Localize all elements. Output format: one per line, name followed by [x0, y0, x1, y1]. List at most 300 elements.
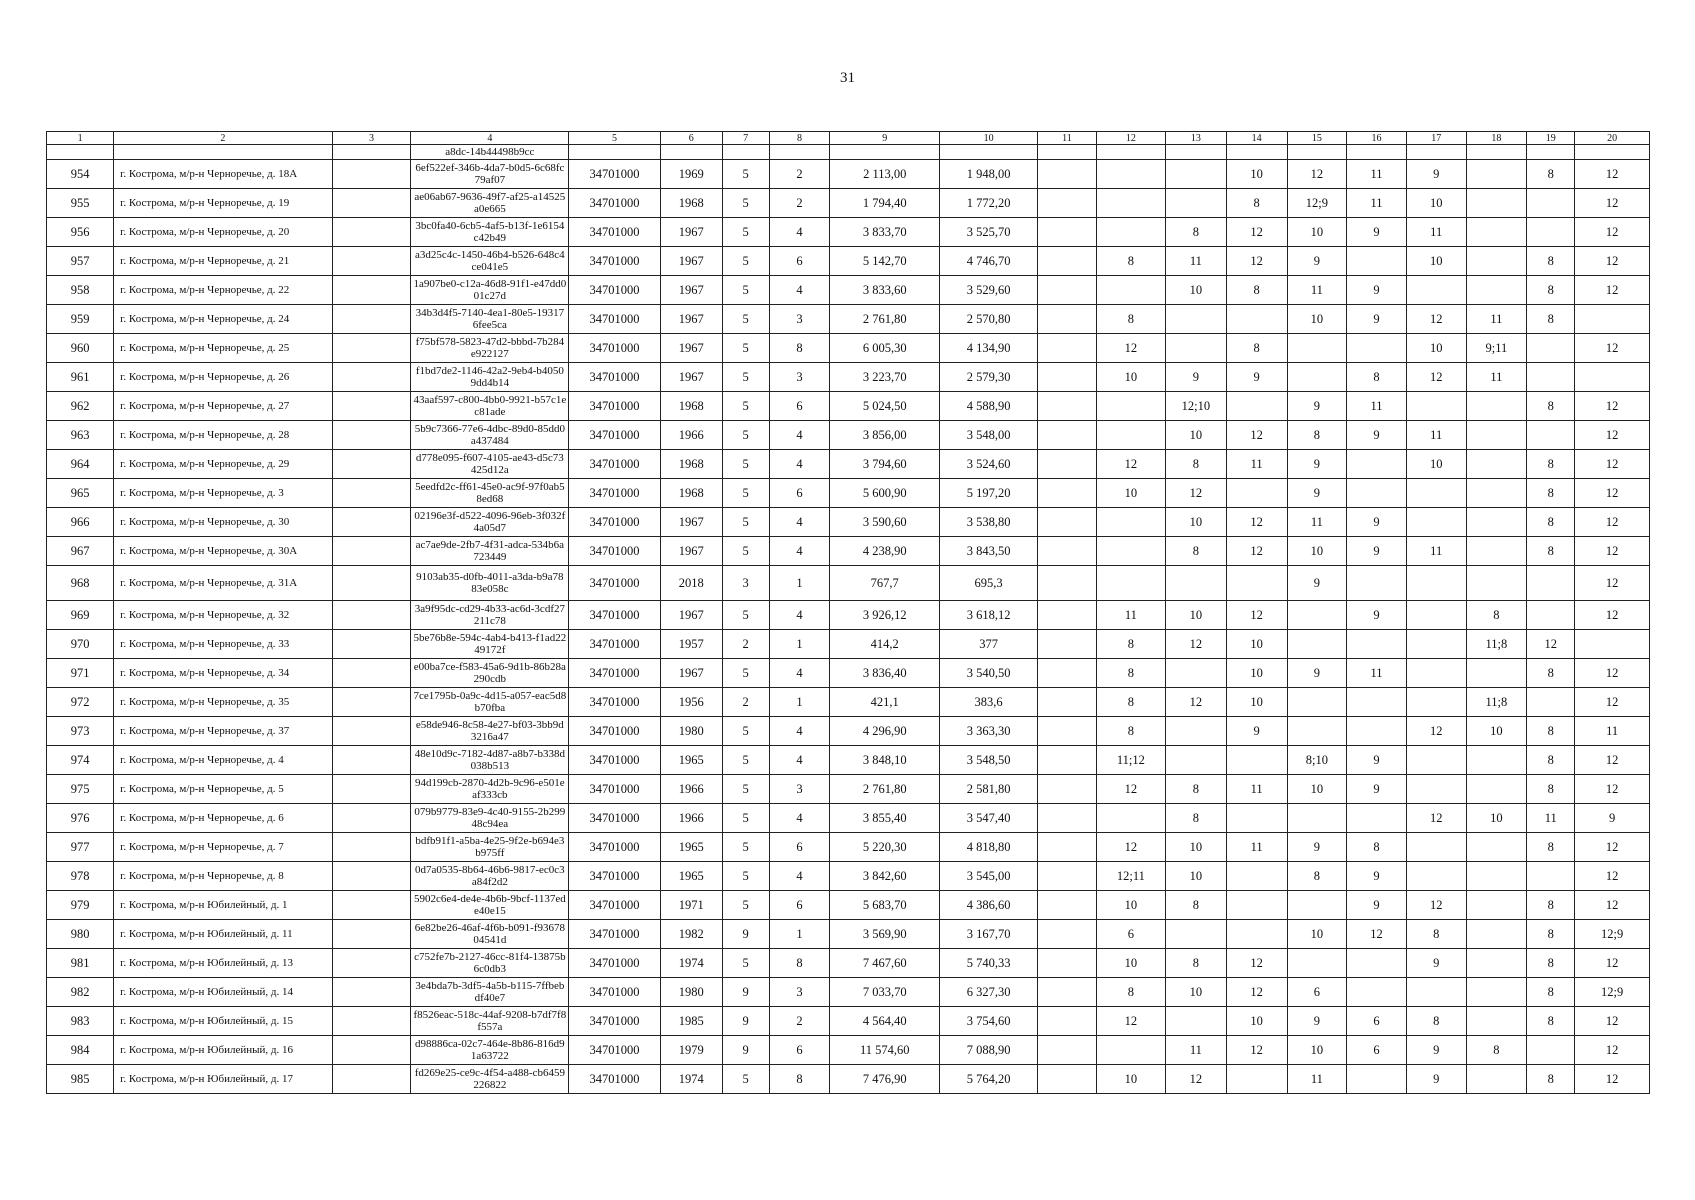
col-15-cell [1287, 688, 1347, 717]
total-area-cell: 7 467,60 [830, 949, 940, 978]
entrances-cell: 2 [769, 160, 830, 189]
address-cell: г. Кострома, м/р-н Черноречье, д. 20 [114, 218, 332, 247]
col-11-cell [1038, 1036, 1097, 1065]
table-row [47, 276, 1650, 305]
column-header-5: 5 [569, 132, 661, 145]
col-20-cell: 12 [1575, 160, 1650, 189]
address-cell: г. Кострома, м/р-н Юбилейный, д. 14 [114, 978, 332, 1007]
col-14-cell: 12 [1226, 537, 1287, 566]
year-cell: 2018 [660, 566, 722, 601]
table-row [47, 949, 1650, 978]
col-15-cell: 10 [1287, 1036, 1347, 1065]
col-11-cell [1038, 688, 1097, 717]
living-area-cell: 4 746,70 [940, 247, 1038, 276]
col-13-cell: 10 [1166, 276, 1227, 305]
floors-cell: 5 [722, 421, 769, 450]
table-row [47, 421, 1650, 450]
col-14-cell: 12 [1226, 601, 1287, 630]
year-cell: 1965 [660, 862, 722, 891]
col-17-cell [1406, 688, 1466, 717]
col-3-cell [332, 1065, 411, 1094]
oktmo-cell: 34701000 [569, 804, 661, 833]
floors-cell: 5 [722, 804, 769, 833]
col-3-cell [332, 363, 411, 392]
col-15-cell: 10 [1287, 537, 1347, 566]
col-14-cell [1226, 392, 1287, 421]
guid-cell: ae06ab67-9636-49f7-af25-a14525a0e665 [411, 189, 569, 218]
col-16-cell: 6 [1347, 1036, 1407, 1065]
housing-register-table [46, 131, 1650, 1094]
col-17-cell: 12 [1406, 305, 1466, 334]
col-18-cell: 9;11 [1466, 334, 1527, 363]
floors-cell: 3 [722, 566, 769, 601]
living-area-cell: 383,6 [940, 688, 1038, 717]
col-19-cell [1527, 688, 1575, 717]
table-row [47, 1007, 1650, 1036]
row-number: 954 [47, 160, 114, 189]
col-11-cell [1038, 305, 1097, 334]
total-area-cell: 5 600,90 [830, 479, 940, 508]
col-15-cell: 8 [1287, 862, 1347, 891]
col-20-cell: 12 [1575, 775, 1650, 804]
col-18-cell [1466, 659, 1527, 688]
guid-cell: 3a9f95dc-cd29-4b33-ac6d-3cdf27211c78 [411, 601, 569, 630]
col-15-cell [1287, 949, 1347, 978]
total-area-cell: 3 590,60 [830, 508, 940, 537]
oktmo-cell: 34701000 [569, 862, 661, 891]
row-number: 981 [47, 949, 114, 978]
col-20-cell: 12 [1575, 421, 1650, 450]
living-area-cell: 1 772,20 [940, 189, 1038, 218]
col-19-cell: 8 [1527, 746, 1575, 775]
col-11-cell [1038, 746, 1097, 775]
year-cell: 1980 [660, 717, 722, 746]
col-16-cell: 9 [1347, 862, 1407, 891]
col-14-cell: 12 [1226, 508, 1287, 537]
floors-cell: 5 [722, 334, 769, 363]
col-18-cell: 11 [1466, 363, 1527, 392]
col-12-cell [1096, 1036, 1165, 1065]
col-20-cell: 12 [1575, 247, 1650, 276]
year-cell: 1982 [660, 920, 722, 949]
floors-cell: 9 [722, 1036, 769, 1065]
col-15-cell: 9 [1287, 566, 1347, 601]
entrances-cell: 4 [769, 421, 830, 450]
floors-cell: 5 [722, 450, 769, 479]
total-area-cell: 5 142,70 [830, 247, 940, 276]
row-number: 970 [47, 630, 114, 659]
total-area-cell: 3 856,00 [830, 421, 940, 450]
col-17-cell: 10 [1406, 247, 1466, 276]
total-area-cell: 3 836,40 [830, 659, 940, 688]
year-cell: 1966 [660, 421, 722, 450]
col-11-cell [1038, 775, 1097, 804]
table-row [47, 978, 1650, 1007]
col-11-cell [1038, 334, 1097, 363]
row-number: 972 [47, 688, 114, 717]
col-11-cell [1038, 392, 1097, 421]
col-20-cell: 12 [1575, 334, 1650, 363]
year-cell: 1967 [660, 276, 722, 305]
year-cell: 1974 [660, 949, 722, 978]
col-3-cell [332, 1007, 411, 1036]
col-16-cell [1347, 566, 1407, 601]
total-area-cell: 2 113,00 [830, 160, 940, 189]
col-15-cell [1287, 717, 1347, 746]
living-area-cell: 3 525,70 [940, 218, 1038, 247]
floors-cell: 5 [722, 508, 769, 537]
col-17-cell: 11 [1406, 218, 1466, 247]
address-cell: г. Кострома, м/р-н Черноречье, д. 3 [114, 479, 332, 508]
guid-cell: e58de946-8c58-4e27-bf03-3bb9d3216a47 [411, 717, 569, 746]
col-12-cell: 10 [1096, 363, 1165, 392]
col-11-cell [1038, 833, 1097, 862]
living-area-cell: 3 167,70 [940, 920, 1038, 949]
col-15-cell: 9 [1287, 247, 1347, 276]
address-cell: г. Кострома, м/р-н Черноречье, д. 30А [114, 537, 332, 566]
entrances-cell: 3 [769, 775, 830, 804]
year-cell: 1980 [660, 978, 722, 1007]
col-20-cell: 12 [1575, 833, 1650, 862]
col-12-cell [1096, 421, 1165, 450]
col-17-cell: 9 [1406, 1036, 1466, 1065]
oktmo-cell: 34701000 [569, 978, 661, 1007]
col-3-cell [332, 421, 411, 450]
col-17-cell [1406, 833, 1466, 862]
table-row [47, 537, 1650, 566]
col-11-cell [1038, 659, 1097, 688]
address-cell: г. Кострома, м/р-н Черноречье, д. 34 [114, 659, 332, 688]
entrances-cell: 2 [769, 189, 830, 218]
year-cell: 1966 [660, 775, 722, 804]
col-17-cell [1406, 775, 1466, 804]
table-body [47, 145, 1650, 1094]
address-cell: г. Кострома, м/р-н Черноречье, д. 4 [114, 746, 332, 775]
oktmo-cell: 34701000 [569, 1036, 661, 1065]
col-11-cell [1038, 630, 1097, 659]
entrances-cell: 4 [769, 746, 830, 775]
col-17-cell: 11 [1406, 421, 1466, 450]
address-cell: г. Кострома, м/р-н Черноречье, д. 19 [114, 189, 332, 218]
col-20-cell: 12 [1575, 891, 1650, 920]
column-header-15: 15 [1287, 132, 1347, 145]
col-17-cell: 11 [1406, 537, 1466, 566]
oktmo-cell: 34701000 [569, 537, 661, 566]
living-area-cell: 3 843,50 [940, 537, 1038, 566]
col-13-cell: 12;10 [1166, 392, 1227, 421]
col-16-cell: 12 [1347, 920, 1407, 949]
year-cell: 1967 [660, 305, 722, 334]
address-cell: г. Кострома, м/р-н Юбилейный, д. 17 [114, 1065, 332, 1094]
row-number: 982 [47, 978, 114, 1007]
col-11-cell [1038, 920, 1097, 949]
col-17-cell: 9 [1406, 1065, 1466, 1094]
col-19-cell: 12 [1527, 630, 1575, 659]
col-12-cell [1096, 160, 1165, 189]
col-15-cell [1287, 891, 1347, 920]
col-13-cell [1166, 334, 1227, 363]
floors-cell: 5 [722, 1065, 769, 1094]
col-3-cell [332, 247, 411, 276]
col-15-cell: 11 [1287, 276, 1347, 305]
col-16-cell [1347, 717, 1407, 746]
total-area-cell: 421,1 [830, 688, 940, 717]
row-number: 973 [47, 717, 114, 746]
column-header-1: 1 [47, 132, 114, 145]
oktmo-cell: 34701000 [569, 891, 661, 920]
guid-cell: d98886ca-02c7-464e-8b86-816d91a63722 [411, 1036, 569, 1065]
col-16-cell: 9 [1347, 746, 1407, 775]
total-area-cell: 3 223,70 [830, 363, 940, 392]
col-17-cell [1406, 479, 1466, 508]
col-11-cell [1038, 804, 1097, 833]
guid-cell: f8526eac-518c-44af-9208-b7df7f8f557a [411, 1007, 569, 1036]
col-20-cell: 12 [1575, 949, 1650, 978]
col-13-cell: 12 [1166, 479, 1227, 508]
address-cell: г. Кострома, м/р-н Черноречье, д. 26 [114, 363, 332, 392]
col-12-cell: 11 [1096, 601, 1165, 630]
col-3-cell [332, 659, 411, 688]
row-number: 960 [47, 334, 114, 363]
floors-cell: 5 [722, 833, 769, 862]
col-18-cell [1466, 746, 1527, 775]
year-cell: 1968 [660, 450, 722, 479]
col-3-cell [332, 833, 411, 862]
floors-cell: 5 [722, 746, 769, 775]
col-17-cell [1406, 566, 1466, 601]
col-3-cell [332, 920, 411, 949]
col-19-cell: 8 [1527, 1065, 1575, 1094]
col-15-cell: 8;10 [1287, 746, 1347, 775]
guid-cell: 5b9c7366-77e6-4dbc-89d0-85dd0a437484 [411, 421, 569, 450]
col-12-cell: 12;11 [1096, 862, 1165, 891]
col-19-cell: 8 [1527, 659, 1575, 688]
table-row [47, 862, 1650, 891]
col-19-cell: 8 [1527, 949, 1575, 978]
entrances-cell: 8 [769, 334, 830, 363]
col-13-cell: 10 [1166, 862, 1227, 891]
oktmo-cell: 34701000 [569, 421, 661, 450]
column-header-16: 16 [1347, 132, 1407, 145]
oktmo-cell: 34701000 [569, 392, 661, 421]
column-header-12: 12 [1096, 132, 1165, 145]
entrances-cell: 1 [769, 688, 830, 717]
row-number: 969 [47, 601, 114, 630]
column-header-11: 11 [1038, 132, 1097, 145]
row-number: 978 [47, 862, 114, 891]
row-number: 962 [47, 392, 114, 421]
guid-cell: 9103ab35-d0fb-4011-a3da-b9a7883e058c [411, 566, 569, 601]
col-20-cell: 12 [1575, 688, 1650, 717]
row-number: 959 [47, 305, 114, 334]
col-3-cell [332, 450, 411, 479]
row-number: 985 [47, 1065, 114, 1094]
year-cell: 1969 [660, 160, 722, 189]
col-20-cell: 12 [1575, 276, 1650, 305]
col-11-cell [1038, 363, 1097, 392]
col-17-cell [1406, 276, 1466, 305]
col-20-cell: 12 [1575, 746, 1650, 775]
col-20-cell: 12 [1575, 189, 1650, 218]
col-16-cell [1347, 479, 1407, 508]
column-number-header [47, 132, 1650, 145]
address-cell: г. Кострома, м/р-н Юбилейный, д. 11 [114, 920, 332, 949]
oktmo-cell: 34701000 [569, 601, 661, 630]
floors-cell: 5 [722, 862, 769, 891]
row-number: 983 [47, 1007, 114, 1036]
col-19-cell: 8 [1527, 833, 1575, 862]
col-14-cell: 9 [1226, 363, 1287, 392]
guid-cell: 5eedfd2c-ff61-45e0-ac9f-97f0ab58ed68 [411, 479, 569, 508]
floors-cell: 9 [722, 1007, 769, 1036]
total-area-cell: 3 833,70 [830, 218, 940, 247]
col-18-cell [1466, 537, 1527, 566]
col-18-cell [1466, 1007, 1527, 1036]
col-19-cell: 8 [1527, 247, 1575, 276]
year-cell: 1967 [660, 659, 722, 688]
col-15-cell: 9 [1287, 1007, 1347, 1036]
year-cell: 1967 [660, 218, 722, 247]
total-area-cell: 3 848,10 [830, 746, 940, 775]
col-17-cell: 8 [1406, 920, 1466, 949]
col-15-cell: 9 [1287, 479, 1347, 508]
col-19-cell: 8 [1527, 276, 1575, 305]
guid-cell: fd269e25-ce9c-4f54-a488-cb6459226822 [411, 1065, 569, 1094]
col-3-cell [332, 891, 411, 920]
col-13-cell: 10 [1166, 833, 1227, 862]
floors-cell: 5 [722, 218, 769, 247]
col-16-cell [1347, 630, 1407, 659]
table-row [47, 247, 1650, 276]
col-19-cell [1527, 601, 1575, 630]
col-19-cell [1527, 334, 1575, 363]
oktmo-cell: 34701000 [569, 218, 661, 247]
col-11-cell [1038, 1065, 1097, 1094]
oktmo-cell: 34701000 [569, 276, 661, 305]
address-cell: г. Кострома, м/р-н Черноречье, д. 24 [114, 305, 332, 334]
floors-cell: 9 [722, 920, 769, 949]
col-16-cell: 9 [1347, 421, 1407, 450]
col-19-cell: 8 [1527, 775, 1575, 804]
col-18-cell [1466, 160, 1527, 189]
entrances-cell: 1 [769, 566, 830, 601]
col-16-cell: 9 [1347, 891, 1407, 920]
entrances-cell: 6 [769, 392, 830, 421]
year-cell: 1967 [660, 334, 722, 363]
address-cell: г. Кострома, м/р-н Черноречье, д. 30 [114, 508, 332, 537]
entrances-cell: 1 [769, 920, 830, 949]
table-row [47, 688, 1650, 717]
col-17-cell: 8 [1406, 1007, 1466, 1036]
table-row [47, 479, 1650, 508]
col-3-cell [332, 630, 411, 659]
col-15-cell: 8 [1287, 421, 1347, 450]
col-13-cell: 8 [1166, 804, 1227, 833]
oktmo-cell: 34701000 [569, 630, 661, 659]
living-area-cell: 4 588,90 [940, 392, 1038, 421]
floors-cell: 5 [722, 160, 769, 189]
col-13-cell [1166, 746, 1227, 775]
guid-cell: 1a907be0-c12a-46d8-91f1-e47dd001c27d [411, 276, 569, 305]
col-13-cell: 8 [1166, 775, 1227, 804]
living-area-cell: 2 581,80 [940, 775, 1038, 804]
col-19-cell [1527, 189, 1575, 218]
col-18-cell [1466, 508, 1527, 537]
col-12-cell: 8 [1096, 247, 1165, 276]
col-19-cell: 8 [1527, 978, 1575, 1007]
living-area-cell: 3 547,40 [940, 804, 1038, 833]
col-3-cell [332, 566, 411, 601]
living-area-cell: 2 579,30 [940, 363, 1038, 392]
total-area-cell: 2 761,80 [830, 775, 940, 804]
col-19-cell [1527, 566, 1575, 601]
living-area-cell: 4 134,90 [940, 334, 1038, 363]
col-11-cell [1038, 978, 1097, 1007]
col-17-cell: 12 [1406, 891, 1466, 920]
oktmo-cell: 34701000 [569, 334, 661, 363]
column-header-2: 2 [114, 132, 332, 145]
col-16-cell [1347, 1065, 1407, 1094]
total-area-cell: 2 761,80 [830, 305, 940, 334]
table-row [47, 160, 1650, 189]
col-13-cell [1166, 717, 1227, 746]
table-row [47, 746, 1650, 775]
address-cell: г. Кострома, м/р-н Черноречье, д. 28 [114, 421, 332, 450]
col-16-cell [1347, 804, 1407, 833]
entrances-cell: 6 [769, 1036, 830, 1065]
col-19-cell [1527, 862, 1575, 891]
col-12-cell [1096, 537, 1165, 566]
address-cell: г. Кострома, м/р-н Юбилейный, д. 16 [114, 1036, 332, 1065]
total-area-cell: 3 569,90 [830, 920, 940, 949]
col-14-cell: 10 [1226, 160, 1287, 189]
col-17-cell: 10 [1406, 450, 1466, 479]
col-14-cell: 12 [1226, 949, 1287, 978]
col-15-cell: 12 [1287, 160, 1347, 189]
year-cell: 1968 [660, 479, 722, 508]
col-11-cell [1038, 218, 1097, 247]
guid-cell: 6e82be26-46af-4f6b-b091-f9367804541d [411, 920, 569, 949]
col-11-cell [1038, 189, 1097, 218]
oktmo-cell: 34701000 [569, 949, 661, 978]
carry-over-guid: a8dc-14b44498b9cc [411, 145, 569, 160]
col-17-cell: 10 [1406, 334, 1466, 363]
year-cell: 1967 [660, 247, 722, 276]
living-area-cell: 1 948,00 [940, 160, 1038, 189]
guid-cell: 43aaf597-c800-4bb0-9921-b57c1ec81ade [411, 392, 569, 421]
living-area-cell: 3 524,60 [940, 450, 1038, 479]
total-area-cell: 5 024,50 [830, 392, 940, 421]
col-17-cell [1406, 630, 1466, 659]
total-area-cell: 3 833,60 [830, 276, 940, 305]
address-cell: г. Кострома, м/р-н Черноречье, д. 35 [114, 688, 332, 717]
col-14-cell: 12 [1226, 247, 1287, 276]
col-12-cell [1096, 566, 1165, 601]
col-12-cell [1096, 189, 1165, 218]
floors-cell: 5 [722, 305, 769, 334]
col-20-cell: 12;9 [1575, 978, 1650, 1007]
entrances-cell: 6 [769, 833, 830, 862]
column-header-8: 8 [769, 132, 830, 145]
col-13-cell: 10 [1166, 421, 1227, 450]
col-14-cell [1226, 920, 1287, 949]
column-header-7: 7 [722, 132, 769, 145]
oktmo-cell: 34701000 [569, 1065, 661, 1094]
col-13-cell: 8 [1166, 891, 1227, 920]
address-cell: г. Кострома, м/р-н Юбилейный, д. 13 [114, 949, 332, 978]
total-area-cell: 3 842,60 [830, 862, 940, 891]
col-15-cell: 10 [1287, 775, 1347, 804]
